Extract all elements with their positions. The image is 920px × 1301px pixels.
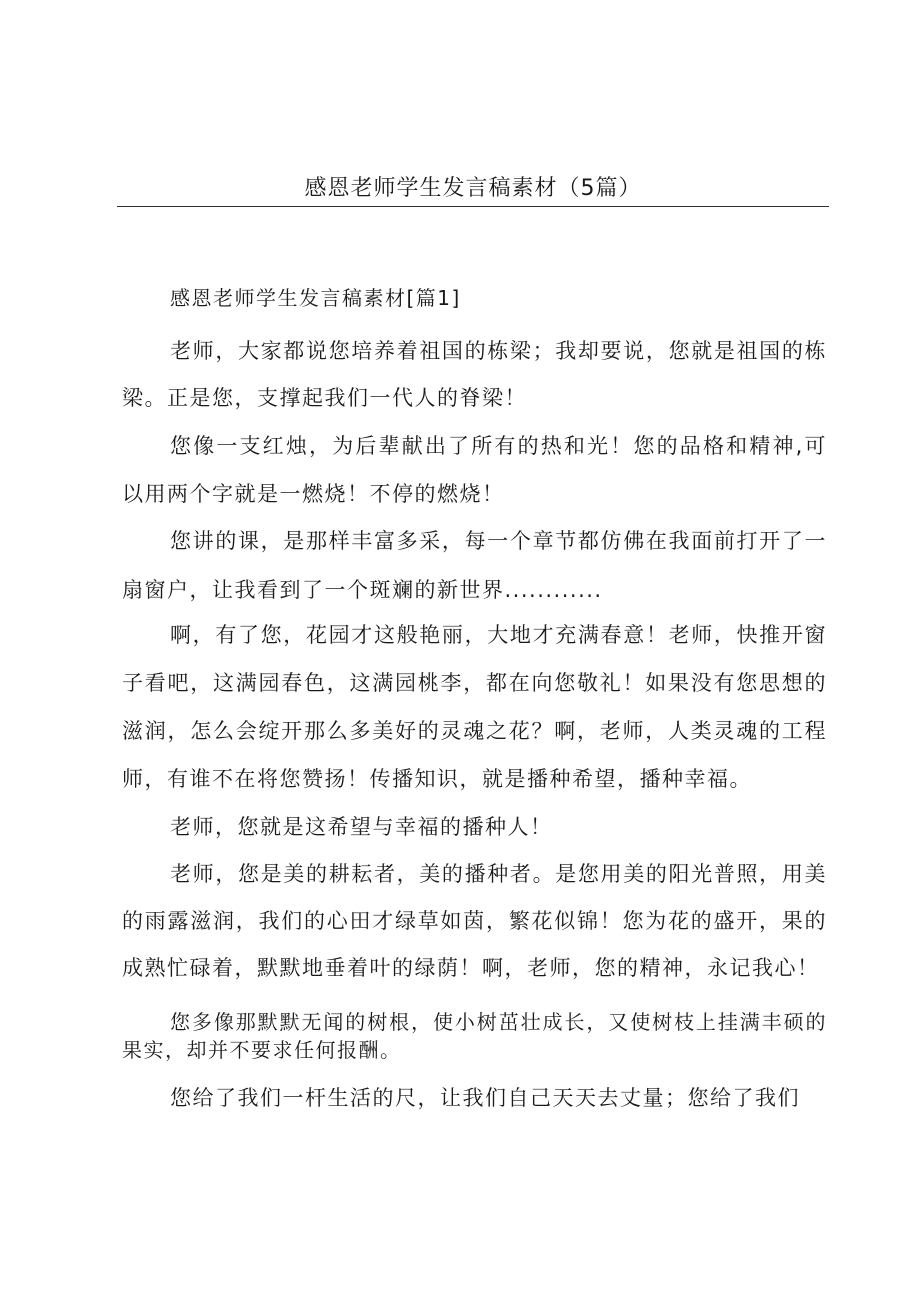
body-paragraph: 您多像那默默无闻的树根，使小树茁壮成长，又使树枝上挂满丰硕的果实，却并不要求任何报酬。 xyxy=(122,1010,827,1062)
document-title: 感恩老师学生发言稿素材（5篇） xyxy=(304,176,642,201)
body-paragraph: 啊，有了您，花园才这般艳丽，大地才充满春意！老师，快推开窗子看吧，这满园春色，这满园桃李，都在向您敬礼！如果没有您思想的滋润，怎么会绽开那么多美好的灵魂之花？啊，老师，人类灵魂的工程师，有谁不在将您赞扬！传播知识，就是播种希望，播种幸福。 xyxy=(122,623,827,791)
body-paragraph: 老师，您是美的耕耘者，美的播种者。是您用美的阳光普照，用美的雨露滋润，我们的心田才绿草如茵，繁花似锦！您为花的盛开，果的成熟忙碌着，默默地垂着叶的绿荫！啊，老师，您的精神，永记我心！ xyxy=(122,862,827,980)
body-paragraph: 您讲的课，是那样丰富多采，每一个章节都仿佛在我面前打开了一扇窗户，让我看到了一个斑斓的新世界............ xyxy=(122,529,827,602)
body-paragraph: 老师，大家都说您培养着祖国的栋梁；我却要说，您就是祖国的栋梁。正是您，支撑起我们一代人的脊梁！ xyxy=(122,339,827,410)
title-underline xyxy=(117,206,829,207)
body-paragraph: 您给了我们一杆生活的尺，让我们自己天天去丈量；您给了我们 xyxy=(170,1086,800,1110)
section-heading: 感恩老师学生发言稿素材[篇1] xyxy=(170,286,461,310)
body-paragraph: 您像一支红烛，为后辈献出了所有的热和光！您的品格和精神,可以用两个字就是一燃烧！不停的燃烧！ xyxy=(122,434,827,506)
body-paragraph: 老师，您就是这希望与幸福的播种人！ xyxy=(170,815,553,839)
